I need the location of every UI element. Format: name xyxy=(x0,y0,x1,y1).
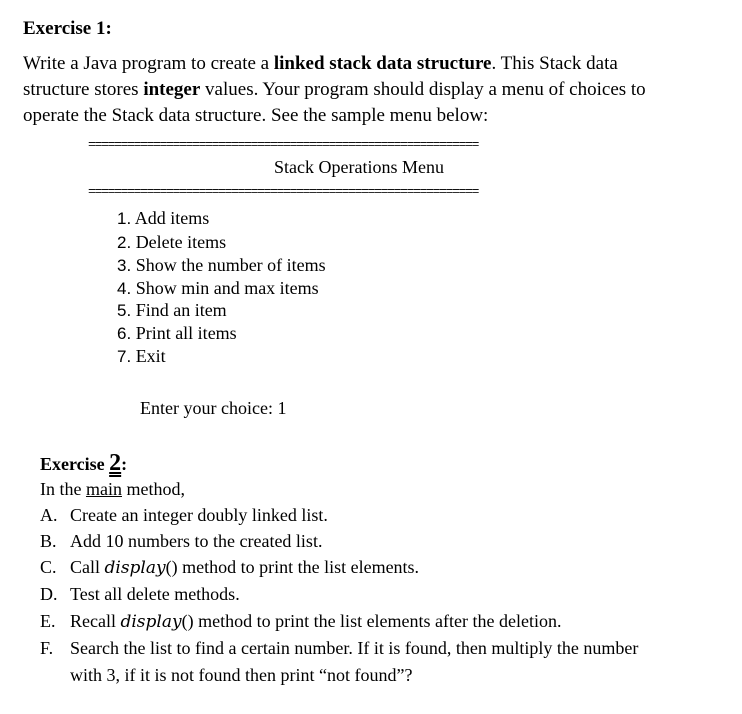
menu-item-number: 6. xyxy=(117,324,132,343)
menu-item-number: 1. xyxy=(117,209,132,228)
exercise2-title xyxy=(40,450,127,477)
step-text: Call xyxy=(70,557,105,577)
exercise1-line-2 xyxy=(23,77,646,103)
step-code: display xyxy=(120,612,182,632)
step-letter: B. xyxy=(40,531,57,551)
menu-item xyxy=(117,323,237,344)
menu-item-label: Delete items xyxy=(135,232,227,252)
menu-rule-bottom: ============================================================ xyxy=(88,184,479,199)
step-item xyxy=(40,638,730,662)
step-letter: C. xyxy=(40,557,57,577)
step-letter: E. xyxy=(40,611,56,631)
step-text-post: () method to print the list elements. xyxy=(165,557,420,577)
step-item xyxy=(40,557,730,581)
exercise1-line-1-post: . This Stack data xyxy=(491,53,618,74)
step-code: display xyxy=(104,558,166,578)
menu-item-label: Show min and max items xyxy=(135,278,319,298)
exercise2-intro-pre: In the xyxy=(40,479,86,499)
menu-rule-top: ============================================================ xyxy=(88,137,479,152)
step-item xyxy=(40,611,730,635)
menu-item xyxy=(117,255,326,276)
exercise1-line-2-pre: structure stores xyxy=(23,79,144,100)
exercise2-intro-post: method, xyxy=(121,479,185,499)
menu-title: Stack Operations Menu xyxy=(274,157,444,177)
menu-item-number: 2. xyxy=(117,233,132,252)
step-letter: A. xyxy=(40,505,58,525)
step-item xyxy=(40,584,730,608)
exercise1-line-1-pre: Write a Java program to create a xyxy=(23,53,274,74)
exercise1-line-1-bold: linked stack data structure xyxy=(273,53,492,74)
step-text: Test all delete methods. xyxy=(70,584,240,604)
step-text: Add 10 numbers to the created list. xyxy=(70,531,323,551)
step-text: Recall xyxy=(70,611,121,631)
menu-item xyxy=(117,278,319,299)
exercise2-title-colon: : xyxy=(121,454,128,474)
exercise2-intro xyxy=(40,479,185,500)
menu-item-label: Add items xyxy=(134,208,210,228)
menu-item xyxy=(117,232,226,253)
menu-item xyxy=(117,346,166,367)
menu-item-number: 3. xyxy=(117,256,132,275)
step-letter: F. xyxy=(40,638,54,658)
menu-item-number: 7. xyxy=(117,347,132,366)
exercise1-line-1 xyxy=(23,51,618,77)
menu-item xyxy=(117,300,227,321)
menu-item-number: 5. xyxy=(117,301,132,320)
exercise1-line-3: operate the Stack data structure. See the sample menu below: xyxy=(23,105,489,126)
menu-item-number: 4. xyxy=(117,279,132,298)
menu-item-label: Print all items xyxy=(135,323,237,343)
exercise2-intro-main: main xyxy=(85,479,122,499)
menu-item xyxy=(117,208,209,229)
step-text-post: () method to print the list elements after the deletion. xyxy=(181,611,562,631)
exercise2-title-number: 2 xyxy=(109,450,122,476)
exercise1-line-2-bold: integer xyxy=(143,79,201,100)
step-text: Create an integer doubly linked list. xyxy=(70,505,328,525)
step-item xyxy=(40,531,730,555)
exercise1-line-2-post: values. Your program should display a menu of choices to xyxy=(200,79,646,100)
step-letter: D. xyxy=(40,584,58,604)
step-text: Search the list to find a certain number. If it is found, then multiply the number xyxy=(70,638,639,658)
menu-prompt: Enter your choice: 1 xyxy=(140,398,287,418)
step-item xyxy=(40,505,730,529)
step-f-continuation: with 3, if it is not found then print “not found”? xyxy=(70,665,413,685)
menu-item-label: Find an item xyxy=(135,300,227,320)
exercise2-title-word: Exercise xyxy=(40,454,110,474)
menu-item-label: Exit xyxy=(135,346,166,366)
exercise1-title: Exercise 1: xyxy=(23,18,112,39)
menu-item-label: Show the number of items xyxy=(135,255,326,275)
